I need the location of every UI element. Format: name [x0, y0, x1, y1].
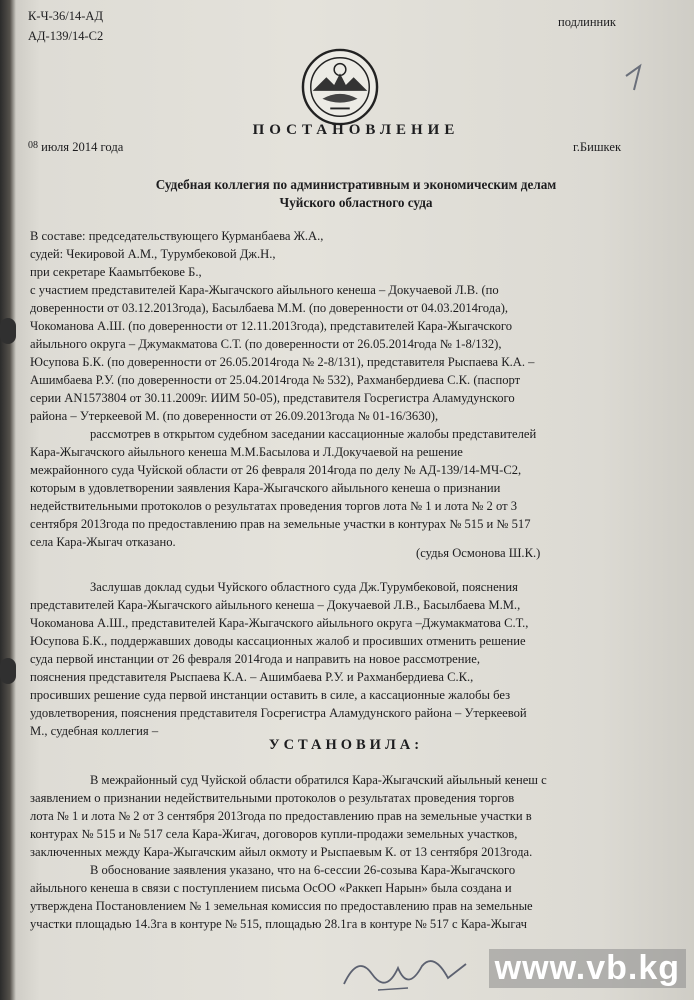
original-mark: подлинник — [558, 15, 617, 29]
heard-line: представителей Кара-Жыгачского айыльного кенеша – Докучаевой Л.В., Басылбаева М.М., — [30, 598, 521, 612]
body-line: айыльного кенеша в связи с поступлением письма ОсОО «Раккеп Нарын» была создана и — [30, 881, 512, 895]
state-emblem-icon — [301, 48, 379, 126]
body-line: В обоснование заявления указано, что на 6-сессии 26-созыва Кара-Жыгачского — [90, 863, 516, 877]
watermark: www.vb.kg — [489, 949, 686, 988]
judge-note: (судья Осмонова Ш.К.) — [416, 546, 541, 560]
considering-line: межрайонного суда Чуйской области от 26 февраля 2014года по делу № АД-139/14-МЧ-С2, — [30, 463, 522, 477]
body-line: заявлением о признании недействительными протоколов о результатах проведения торгов — [30, 791, 515, 805]
considering-line: Кара-Жыгачского айыльного кенеша М.М.Басылова и Л.Докучаевой на решение — [30, 445, 463, 459]
considering-line: сентября 2013года по предоставлению прав на земельные участки в контурах № 515 и № 517 — [30, 517, 531, 531]
date-day: 08 — [28, 140, 38, 151]
considering-line: недействительными протоколов о результатах проведения торгов лота № 1 и лота № 2 от 3 — [30, 499, 518, 513]
composition-line: при секретаре Каамытбекове Б., — [30, 265, 202, 279]
heard-line: Чокоманова А.Ш., представителей Кара-Жыгачского айыльного округа –Джумакматова С.Т., — [30, 616, 529, 630]
binding-hole — [0, 658, 16, 684]
body-line: заключенных между Кара-Жыгачским айыл окмоту и Рыспаевым К. от 13 сентября 2013года. — [30, 845, 533, 859]
composition-line: судей: Чекировой А.М., Турумбековой Дж.Н., — [30, 247, 276, 261]
composition-line: серии AN1573804 от 30.11.2009г. ИИМ 50-05), представителя Госрегистра Аламудунского — [30, 391, 515, 405]
composition-line: Юсупова Б.К. (по доверенности от 26.05.2014года № 2-8/131), представителя Рыспаева К.А. – — [30, 355, 535, 369]
document-page — [18, 0, 694, 1000]
court-name-line-1: Судебная коллегия по административным и экономическим делам — [155, 177, 557, 192]
composition-line: района – Утеркеевой М. (по доверенности от 26.09.2013года № 01-16/3630), — [30, 409, 439, 423]
case-code-2: АД-139/14-С2 — [28, 29, 104, 43]
body-line: лота № 1 и лота № 2 от 3 сентября 2013года по предоставлению прав на земельные участки в — [30, 809, 532, 823]
document-date — [28, 140, 123, 155]
considering-line: села Кара-Жыгач отказано. — [30, 535, 176, 549]
document-city: г.Бишкек — [573, 140, 622, 154]
heard-line: суда первой инстанции от 26 февраля 2014года и направить на новое рассмотрение, — [30, 652, 480, 666]
heard-line: удовлетворения, пояснения представителя Госрегистра Аламудунского района – Утеркеевой — [30, 706, 527, 720]
document-title: ПОСТАНОВЛЕНИЕ — [252, 122, 460, 138]
handwritten-page-number — [618, 58, 668, 98]
heard-line: пояснения представителя Рыспаева К.А. – Ашимбаева Р.У. и Рахманбердиева С.К., — [30, 670, 474, 684]
heard-line: Юсупова Б.К., поддержавших доводы кассационных жалоб и просивших отменить решение — [30, 634, 526, 648]
body-line: утверждена Постановлением № 1 земельная комиссия по предоставлению прав на земельные — [30, 899, 533, 913]
composition-line: Ашимбаева Р.У. (по доверенности от 25.04.2014года № 532), Рахманбердиева С.К. (паспорт — [30, 373, 521, 387]
heard-line: Заслушав доклад судьи Чуйского областного суда Дж.Турумбековой, пояснения — [90, 580, 518, 594]
considering-line: которым в удовлетворении заявления Кара-Жыгачского айыльного кенеша о признании — [30, 481, 501, 495]
body-line: участки площадью 14.3га в контуре № 515, площадью 28.1га в контуре № 517 с Кара-Жыгач — [30, 917, 527, 931]
heard-line: просивших решение суда первой инстанции оставить в силе, а кассационные жалобы без — [30, 688, 511, 702]
body-line: контурах № 515 и № 517 села Кара-Жигач, договоров купли-продажи земельных участков, — [30, 827, 518, 841]
court-name-line-2: Чуйского областного суда — [279, 195, 433, 210]
composition-line: доверенности от 03.12.2013года), Басылбаева М.М. (по доверенности от 04.03.2014года), — [30, 301, 509, 315]
composition-line: Чокоманова А.Ш. (по доверенности от 12.11.2013года), представителей Кара-Жыгачского — [30, 319, 513, 333]
case-code-1: К-Ч-36/14-АД — [28, 9, 103, 23]
date-month-year: июля 2014 года — [41, 140, 124, 154]
heard-line: М., судебная коллегия – — [30, 724, 159, 738]
signature-icon — [338, 944, 478, 1000]
composition-line: айыльного округа – Джумакматова С.Т. (по доверенности от 26.05.2014года № 1-8/132), — [30, 337, 502, 351]
binding-hole — [0, 318, 16, 344]
considering-line: рассмотрев в открытом судебном заседании кассационные жалобы представителей — [90, 427, 537, 441]
body-line: В межрайонный суд Чуйской области обратился Кара-Жыгачский айыльный кенеш с — [90, 773, 547, 787]
composition-line: В составе: председательствующего Курманбаева Ж.А., — [30, 229, 324, 243]
composition-line: с участием представителей Кара-Жыгачского айыльного кенеша – Докучаевой Л.В. (по — [30, 283, 499, 297]
established-heading: УСТАНОВИЛА: — [268, 737, 424, 753]
